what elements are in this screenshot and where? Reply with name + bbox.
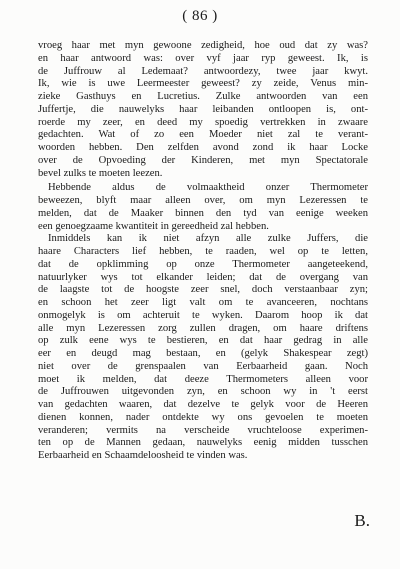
text-line: Juffertje, die nauwelyks haar leibanden ontloopen is, ont- — [38, 103, 368, 115]
page-number: ( 86 ) — [182, 8, 218, 24]
text-line: gedachten. Wat of zo een Moeder niet zal te verant- — [38, 129, 368, 141]
text-line: beweezen, blyft maar alleen over, om myn Lezeressen te — [38, 195, 368, 206]
text-line: veranderen; vermits na verscheide vruchteloose experimen- — [38, 424, 368, 436]
text-line: alle myn Lezeressen zorg zullen dragen, om haare driftens — [38, 322, 368, 334]
text-line: natuurlyker wys tot elkander leiden; dat de overgang van — [38, 271, 368, 283]
text-line: de laagste tot de hoogste zeer snel, doch verstaanbaar zyn; — [38, 284, 368, 296]
text-line: van gedachten waaren, dat dezelve te gelyk voor de Heeren — [38, 399, 368, 410]
text-line: dienen konnen, nader ontdekte wy ons gevoelen te moeten — [38, 411, 368, 423]
signature-mark: B. — [354, 511, 370, 530]
text-line: de Juffrouwen uitgevonden zyn, en schoon wy in 't eerst — [38, 386, 368, 398]
text-line: roerde my zeer, en deed my spoedig vertrekken in zwaare — [38, 116, 368, 128]
text-line: niet over de grenspaalen van Eerbaarheid gaan. Noch — [38, 360, 368, 372]
text-line: moet ik melden, dat deeze Thermometers alleen voor — [38, 373, 368, 385]
text-line: en haar antwoord was: over vyf jaar ryp geweest. Ik, is — [38, 52, 368, 64]
text-line: vroeg haar met myn gewoone zedigheid, hoe oud dat zy was? — [38, 40, 368, 51]
body-text — [38, 40, 368, 463]
text-line: zieke Gasthuys en Lucretius. Zulke antwoorden van een — [38, 91, 368, 102]
paragraph-first-line: Hebbende aldus de volmaaktheid onzer Thermometer — [48, 182, 368, 194]
text-line: onmogelyk is om achteruit te wyken. Daarom hoop ik dat — [38, 309, 368, 321]
text-line: ten op de Mannen gedaan, nauwelyks eenig midden tusschen — [38, 437, 368, 449]
text-line: haare Characters lief hebben, te raaden, wel op te letten, — [38, 246, 368, 257]
text-line: een genoegzaame kwantiteit in gereedheid zal hebben. — [38, 220, 269, 232]
text-line: dat de opklimming op onze Thermometer aangeteekend, — [38, 258, 368, 270]
text-line: Eerbaarheid en Schaamdeloosheid te vinden was. — [38, 450, 248, 461]
text-line: eer en deugd mag bestaan, en (gelyk Shakespear zegt) — [38, 348, 368, 359]
text-line: op zulk eene wys te bestieren, en dat haar gedrag in alle — [38, 335, 368, 347]
text-line: over de Opvoeding der Kinderen, met myn Spectatorale — [38, 154, 368, 166]
text-line: de Juffrouw al Ledemaat? antwoordezy, twee jaar kwyt. — [38, 65, 368, 77]
paragraph-first-line: Inmiddels kan ik niet afzyn alle zulke Juffers, die — [48, 233, 368, 245]
text-line: melden, dat de Maaker binnen den tyd van eenige weeken — [38, 207, 368, 219]
text-line: bevel zulks te moeten leezen. — [38, 167, 163, 179]
text-line: woorden hebben. Den zelfden avond zond ik haar Locke — [38, 142, 368, 153]
text-line: Ik, wie is uwe Leermeester geweest? zy zeide, Venus min- — [38, 78, 368, 90]
text-line: en schoon het zeer ligt valt om te avanceeren, nochtans — [38, 297, 368, 308]
